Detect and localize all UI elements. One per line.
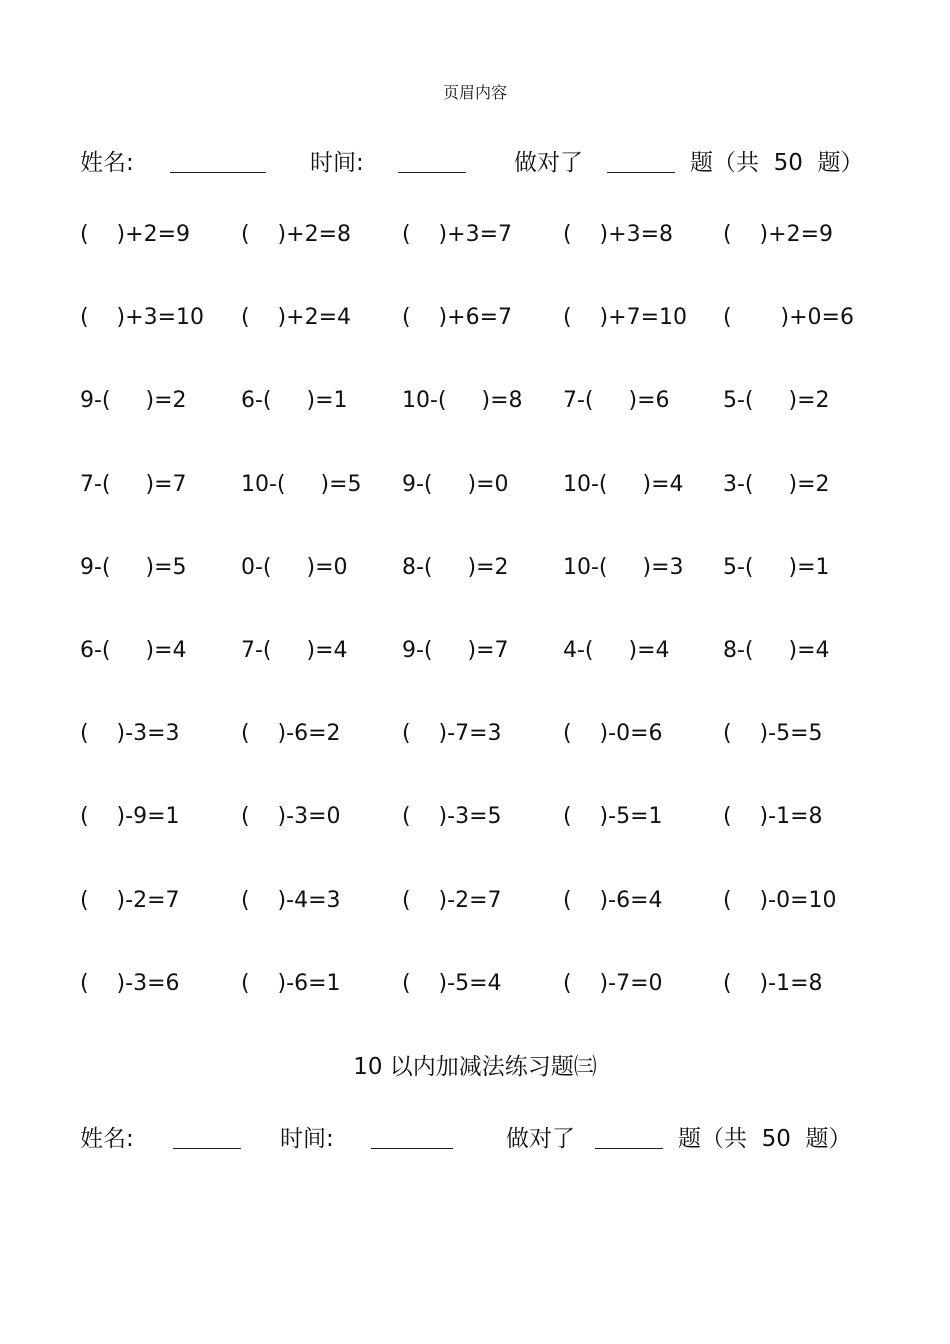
- time-label: 时间:: [280, 1126, 334, 1152]
- problem-cell: ( )+3=8: [563, 222, 673, 247]
- problem-cell: ( )-0=10: [723, 888, 837, 913]
- problem-cell: 10-( )=8: [402, 388, 523, 413]
- problem-cell: ( )-7=0: [563, 971, 663, 996]
- correct-blank[interactable]: [595, 1122, 663, 1149]
- problem-cell: ( )+3=7: [402, 222, 512, 247]
- problem-cell: 3-( )=2: [723, 472, 830, 497]
- problem-cell: 8-( )=4: [723, 638, 830, 663]
- problem-cell: ( )-3=5: [402, 804, 502, 829]
- problem-row: [80, 222, 880, 262]
- problem-cell: 7-( )=7: [80, 472, 187, 497]
- name-label: 姓名:: [80, 150, 134, 176]
- name-blank[interactable]: [173, 1122, 241, 1149]
- problem-cell: ( )-7=3: [402, 721, 502, 746]
- problem-cell: 7-( )=4: [241, 638, 348, 663]
- problem-cell: ( )-6=4: [563, 888, 663, 913]
- problem-cell: ( )-3=0: [241, 804, 341, 829]
- problem-cell: ( )-3=3: [80, 721, 180, 746]
- problem-cell: 0-( )=0: [241, 555, 348, 580]
- time-blank[interactable]: [398, 146, 466, 173]
- problem-cell: 4-( )=4: [563, 638, 670, 663]
- student-info-row: [80, 144, 880, 180]
- problem-cell: ( )-1=8: [723, 971, 823, 996]
- problem-cell: ( )-6=2: [241, 721, 341, 746]
- problem-cell: ( )+2=8: [241, 222, 351, 247]
- problem-cell: ( )+0=6: [723, 305, 854, 330]
- problem-row: [80, 555, 880, 595]
- problem-cell: ( )-5=4: [402, 971, 502, 996]
- problem-cell: ( )+3=10: [80, 305, 204, 330]
- problem-cell: 5-( )=2: [723, 388, 830, 413]
- problem-cell: 9-( )=0: [402, 472, 509, 497]
- problem-cell: ( )-9=1: [80, 804, 180, 829]
- problem-row: [80, 305, 880, 345]
- problem-cell: ( )+2=9: [80, 222, 190, 247]
- problem-cell: 9-( )=2: [80, 388, 187, 413]
- problem-cell: ( )-0=6: [563, 721, 663, 746]
- problem-cell: ( )-2=7: [402, 888, 502, 913]
- problem-cell: 7-( )=6: [563, 388, 670, 413]
- problem-cell: ( )-1=8: [723, 804, 823, 829]
- problem-cell: ( )+2=9: [723, 222, 833, 247]
- name-blank[interactable]: [170, 146, 266, 173]
- problem-cell: 9-( )=5: [80, 555, 187, 580]
- problem-cell: 10-( )=4: [563, 472, 684, 497]
- time-blank[interactable]: [371, 1122, 453, 1149]
- problem-cell: ( )-5=5: [723, 721, 823, 746]
- correct-label: 做对了: [514, 150, 583, 176]
- correct-label: 做对了: [506, 1126, 575, 1152]
- problem-row: [80, 804, 880, 844]
- problem-cell: ( )+2=4: [241, 305, 351, 330]
- problem-cell: ( )-2=7: [80, 888, 180, 913]
- name-label: 姓名:: [80, 1126, 134, 1152]
- problem-cell: 6-( )=1: [241, 388, 348, 413]
- problem-row: [80, 472, 880, 512]
- page-header: 页眉内容: [442, 83, 507, 102]
- problem-cell: ( )+6=7: [402, 305, 512, 330]
- problem-cell: 5-( )=1: [723, 555, 830, 580]
- problem-cell: 10-( )=5: [241, 472, 362, 497]
- student-info-row-2: [80, 1120, 880, 1156]
- total-label: 题（共 50 题）: [678, 1126, 852, 1152]
- problem-row: [80, 721, 880, 761]
- problem-cell: ( )+7=10: [563, 305, 687, 330]
- problem-cell: ( )-5=1: [563, 804, 663, 829]
- total-label: 题（共 50 题）: [690, 150, 864, 176]
- problem-cell: ( )-4=3: [241, 888, 341, 913]
- problem-cell: 9-( )=7: [402, 638, 509, 663]
- section-title: 10 以内加减法练习题㈢: [353, 1054, 597, 1080]
- problem-cell: 6-( )=4: [80, 638, 187, 663]
- problem-cell: 10-( )=3: [563, 555, 684, 580]
- correct-blank[interactable]: [607, 146, 675, 173]
- problem-row: [80, 971, 880, 1011]
- problem-cell: ( )-3=6: [80, 971, 180, 996]
- problem-row: [80, 888, 880, 928]
- problem-row: [80, 638, 880, 678]
- problem-cell: 8-( )=2: [402, 555, 509, 580]
- problem-row: [80, 388, 880, 428]
- time-label: 时间:: [310, 150, 364, 176]
- problem-cell: ( )-6=1: [241, 971, 341, 996]
